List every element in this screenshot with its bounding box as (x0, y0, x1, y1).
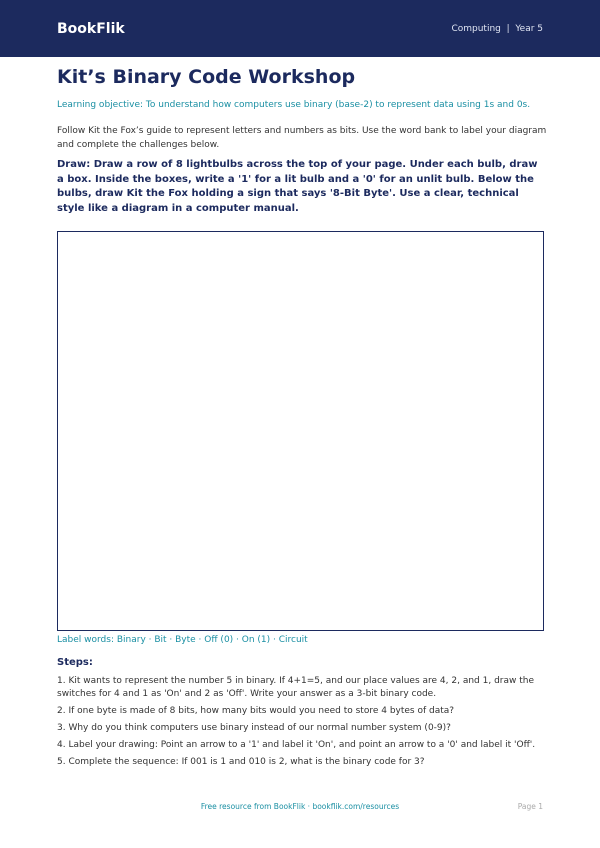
steps-list (57, 675, 547, 773)
steps-title: Steps: (57, 657, 93, 668)
draw-prompt: Draw: Draw a row of 8 lightbulbs across the top of your page. Under each bulb, draw a box. Inside the boxes, write a '1' for a lit bulb and a '0' for an unlit bulb. Below the bulbs, draw Kit the Fox holding a sign that says '8-Bit Byte'. Use a clear, technical style like a diagram in a computer manual. (57, 159, 538, 214)
footer-source: Free resource from BookFlik · bookflik.com/resources (200, 802, 400, 811)
step-item: 4. Label your drawing: Point an arrow to a '1' and label it 'On', and point an arrow to a '0' and label it 'Off'. (57, 740, 536, 750)
step-item: 5. Complete the sequence: If 001 is 1 and 010 is 2, what is the binary code for 3? (57, 757, 425, 767)
header-bar (0, 0, 600, 57)
page-title: Kit’s Binary Code Workshop (57, 66, 356, 88)
step-item: 2. If one byte is made of 8 bits, how many bits would you need to store 4 bytes of data? (57, 706, 455, 716)
learning-objective: Learning objective: To understand how computers use binary (base-2) to represent data using 1s and 0s. (57, 100, 531, 110)
brand-logo: BookFlik (57, 20, 125, 37)
subject-year: Computing | Year 5 (451, 23, 543, 34)
intro-text: Follow Kit the Fox’s guide to represent letters and numbers as bits. Use the word bank to label your diagram and complete the challenges below. (57, 126, 547, 150)
label-words: Label words: Binary · Bit · Byte · Off (0) · On (1) · Circuit (57, 635, 308, 645)
drawing-area[interactable] (57, 231, 544, 631)
step-item: 1. Kit wants to represent the number 5 in binary. If 4+1=5, and our place values are 4, 2, and 1, draw the switches for 4 and 1 as 'On' and 2 as 'Off'. Write your answer as a 3-bit binary code. (57, 676, 534, 699)
step-item: 3. Why do you think computers use binary instead of our normal number system (0-9)? (57, 723, 451, 733)
page-number: Page 1 (517, 802, 543, 811)
